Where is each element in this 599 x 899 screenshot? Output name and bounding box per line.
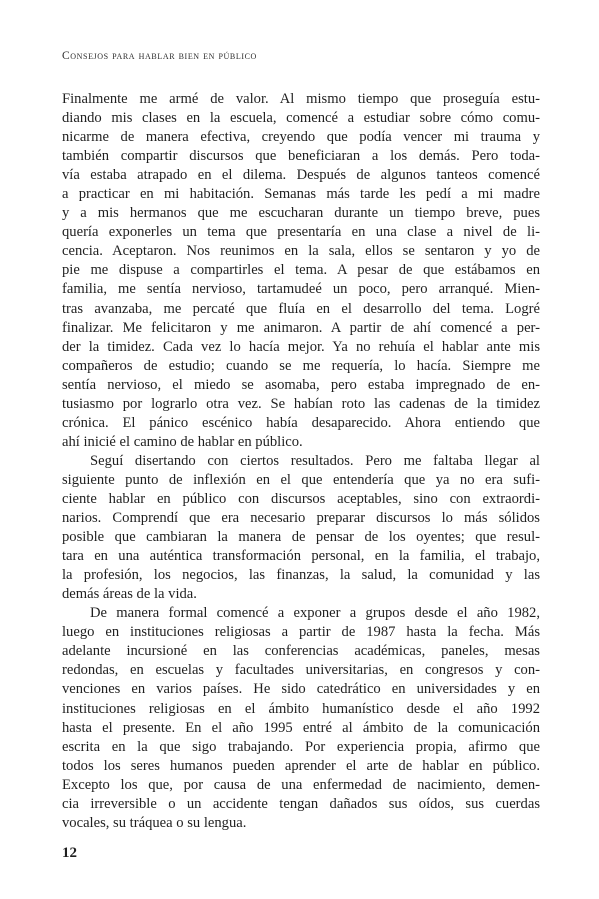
text-line: vocales, su tráquea o su lengua. bbox=[62, 814, 247, 831]
text-line: Seguí disertando con ciertos resultados. Pero me faltaba llegar al bbox=[90, 452, 540, 469]
text-line: ahí inicié el camino de hablar en público. bbox=[62, 433, 303, 450]
paragraph bbox=[62, 604, 540, 833]
text-line: Excepto los que, por causa de una enfermedad de nacimiento, demen- bbox=[62, 776, 540, 793]
text-line: hasta el presente. En el año 1995 entré al ámbito de la comunicación bbox=[62, 719, 540, 736]
text-line: diando mis clases en la escuela, comencé a estudiar sobre cómo comu- bbox=[62, 110, 540, 127]
text-line: demás áreas de la vida. bbox=[62, 586, 197, 603]
text-line: siguiente punto de inflexión en el que entendería que ya no era sufi- bbox=[62, 471, 540, 488]
text-line: también compartir discursos que beneficiaran a los demás. Pero toda- bbox=[62, 148, 540, 165]
paragraph bbox=[62, 452, 540, 604]
text-line: posible que cambiaran la manera de pensar de los oyentes; que resul- bbox=[62, 529, 540, 546]
text-line: Finalmente me armé de valor. Al mismo tiempo que proseguía estu- bbox=[62, 91, 540, 107]
text-line: crónica. El pánico escénico había desaparecido. Ahora entiendo que bbox=[62, 414, 540, 431]
text-line: finalizar. Me felicitaron y me animaron. A partir de ahí comencé a per- bbox=[62, 319, 540, 336]
text-line: a practicar en mi habitación. Semanas más tarde les pedí a mi madre bbox=[62, 186, 540, 203]
text-line: instituciones religiosas en el ámbito humanístico desde el año 1992 bbox=[62, 700, 540, 717]
text-line: escrita en la que sigo trabajando. Por experiencia propia, afirmo que bbox=[62, 738, 540, 755]
page-number: 12 bbox=[62, 845, 77, 861]
paragraph bbox=[62, 90, 540, 452]
text-line: quería exponerles un tema que presentaría en una clase a nivel de li- bbox=[62, 224, 540, 241]
text-line: adelante incursioné en las conferencias académicas, paneles, mesas bbox=[62, 643, 540, 660]
text-line: la profesión, los negocios, las finanzas, la salud, la comunidad y las bbox=[62, 567, 540, 584]
text-line: De manera formal comencé a exponer a grupos desde el año 1982, bbox=[90, 605, 540, 622]
text-line: cia irreversible o un accidente tengan dañados sus oídos, sus cuerdas bbox=[62, 795, 540, 812]
text-line: vía estaba atrapado en el dilema. Después de algunos tanteos comencé bbox=[62, 167, 540, 184]
text-line: tara en una auténtica transformación personal, en la familia, el trabajo, bbox=[62, 548, 540, 565]
body-text bbox=[62, 90, 540, 833]
text-line: redondas, en escuelas y facultades universitarias, en congresos y con- bbox=[62, 662, 540, 679]
text-line: y a mis hermanos que me escucharan durante un tiempo breve, pues bbox=[62, 205, 540, 222]
text-line: ciente hablar en público con discursos aceptables, sino con extraordi- bbox=[62, 490, 540, 507]
text-line: tusiasmo por lograrlo otra vez. Se habían roto las cadenas de la timidez bbox=[62, 395, 540, 412]
text-line: tras avanzaba, me percaté que fluía en el desarrollo del tema. Logré bbox=[62, 300, 540, 317]
text-line: pie me dispuse a compartirles el tema. A pesar de que estábamos en bbox=[62, 262, 540, 279]
text-line: familia, me sentía nervioso, tartamudeé un poco, pero arranqué. Mien- bbox=[62, 281, 540, 298]
text-line: luego en instituciones religiosas a partir de 1987 hasta la fecha. Más bbox=[62, 624, 540, 641]
text-line: nicarme de manera efectiva, creyendo que podía vencer mi trauma y bbox=[62, 129, 540, 146]
text-line: sentía nervioso, el miedo se asomaba, pero estaba impregnado de en- bbox=[62, 376, 540, 393]
text-line: narios. Comprendí que era necesario preparar discursos lo más sólidos bbox=[62, 510, 540, 527]
running-header: Consejos para hablar bien en público bbox=[62, 50, 257, 62]
text-line: todos los seres humanos pueden aprender el arte de hablar en público. bbox=[62, 757, 540, 774]
text-line: compañeros de estudio; cuando se me requería, lo hacía. Siempre me bbox=[62, 357, 540, 374]
text-line: cencia. Aceptaron. Nos reunimos en la sala, ellos se sentaron y yo de bbox=[62, 243, 540, 260]
text-line: der la timidez. Cada vez lo hacía mejor. Ya no rehuía el hablar ante mis bbox=[62, 338, 540, 355]
text-line: venciones en varios países. He sido catedrático en universidades y en bbox=[62, 681, 540, 698]
